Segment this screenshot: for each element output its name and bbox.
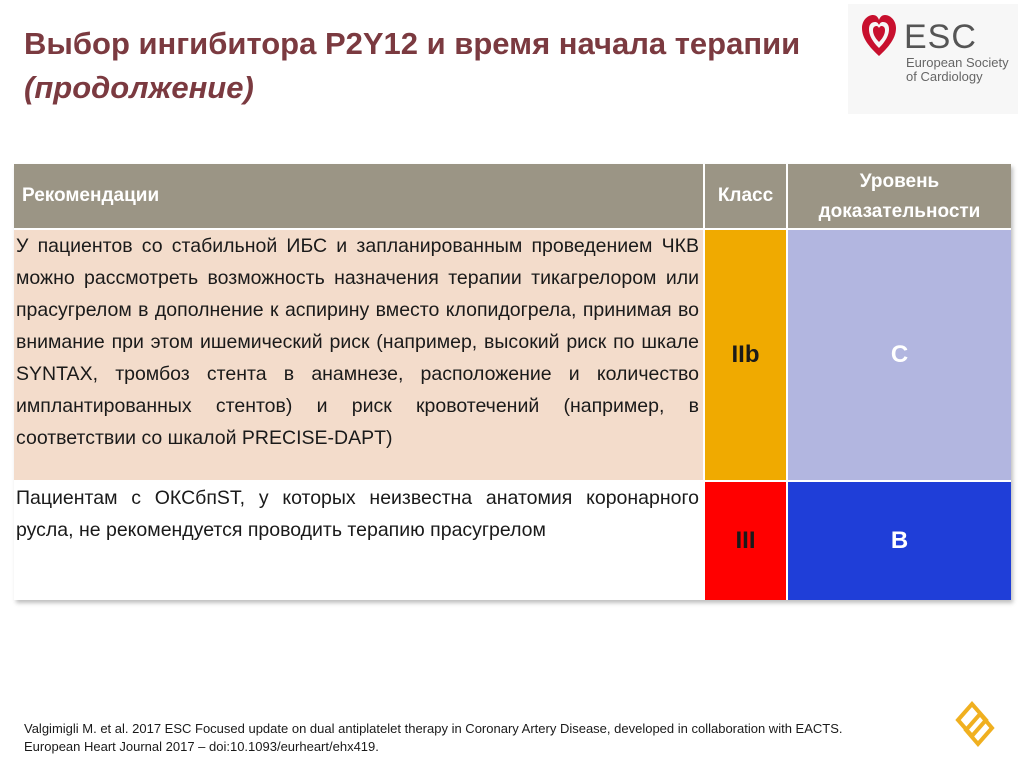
row-1-class: IIb	[705, 230, 786, 480]
citation-line-2: European Heart Journal 2017 – doi:10.1093/eurheart/ehx419.	[24, 739, 379, 754]
esc-logo-fullname: European Society of Cardiology	[906, 55, 1009, 84]
header-recommendations	[14, 164, 703, 228]
row-1-recommendation: У пациентов со стабильной ИБС и запланированным проведением ЧКВ можно рассмотреть возможность назначения терапии тикагрелором или прасугрелом в дополнение к аспирину вместо клопидогрела, принимая во внимание при этом ишемический риск (например, высокий риск по шкале SYNTAX, тромбоз стента в анамнезе, расположение и количество имплантированных стентов) и риск кровотечений (например, в соответствии со шкалой PRECISE-DAPT)	[14, 230, 703, 480]
header-class-label: Класс	[717, 185, 774, 206]
header-class	[705, 164, 786, 228]
row-2-recommendation: Пациентам с ОКСбпST, у которых неизвестна анатомия коронарного русла, не рекомендуется проводить терапию прасугрелом	[14, 482, 703, 600]
citation-line-1: Valgimigli M. et al. 2017 ESC Focused update on dual antiplatelet therapy in Coronary Artery Disease, developed in collaboration with EACTS.	[24, 721, 843, 736]
row-2-class: III	[705, 482, 786, 600]
citation	[24, 720, 944, 756]
heart-icon	[860, 12, 898, 60]
slide-title-main: Выбор ингибитора P2Y12 и время начала терапии	[24, 26, 801, 61]
recommendations-table	[14, 164, 1011, 600]
row-2-level: B	[788, 482, 1011, 600]
header-recommendations-label: Рекомендации	[22, 185, 160, 206]
esc-logo	[848, 4, 1018, 114]
header-level	[788, 164, 1011, 228]
slide-title	[24, 22, 814, 110]
slide-title-suffix: (продолжение)	[24, 70, 254, 105]
eacts-logo-icon	[952, 700, 996, 748]
header-level-label: Уровень доказательности	[818, 171, 981, 222]
row-1-level: C	[788, 230, 1011, 480]
esc-logo-abbr: ESC	[904, 18, 977, 56]
